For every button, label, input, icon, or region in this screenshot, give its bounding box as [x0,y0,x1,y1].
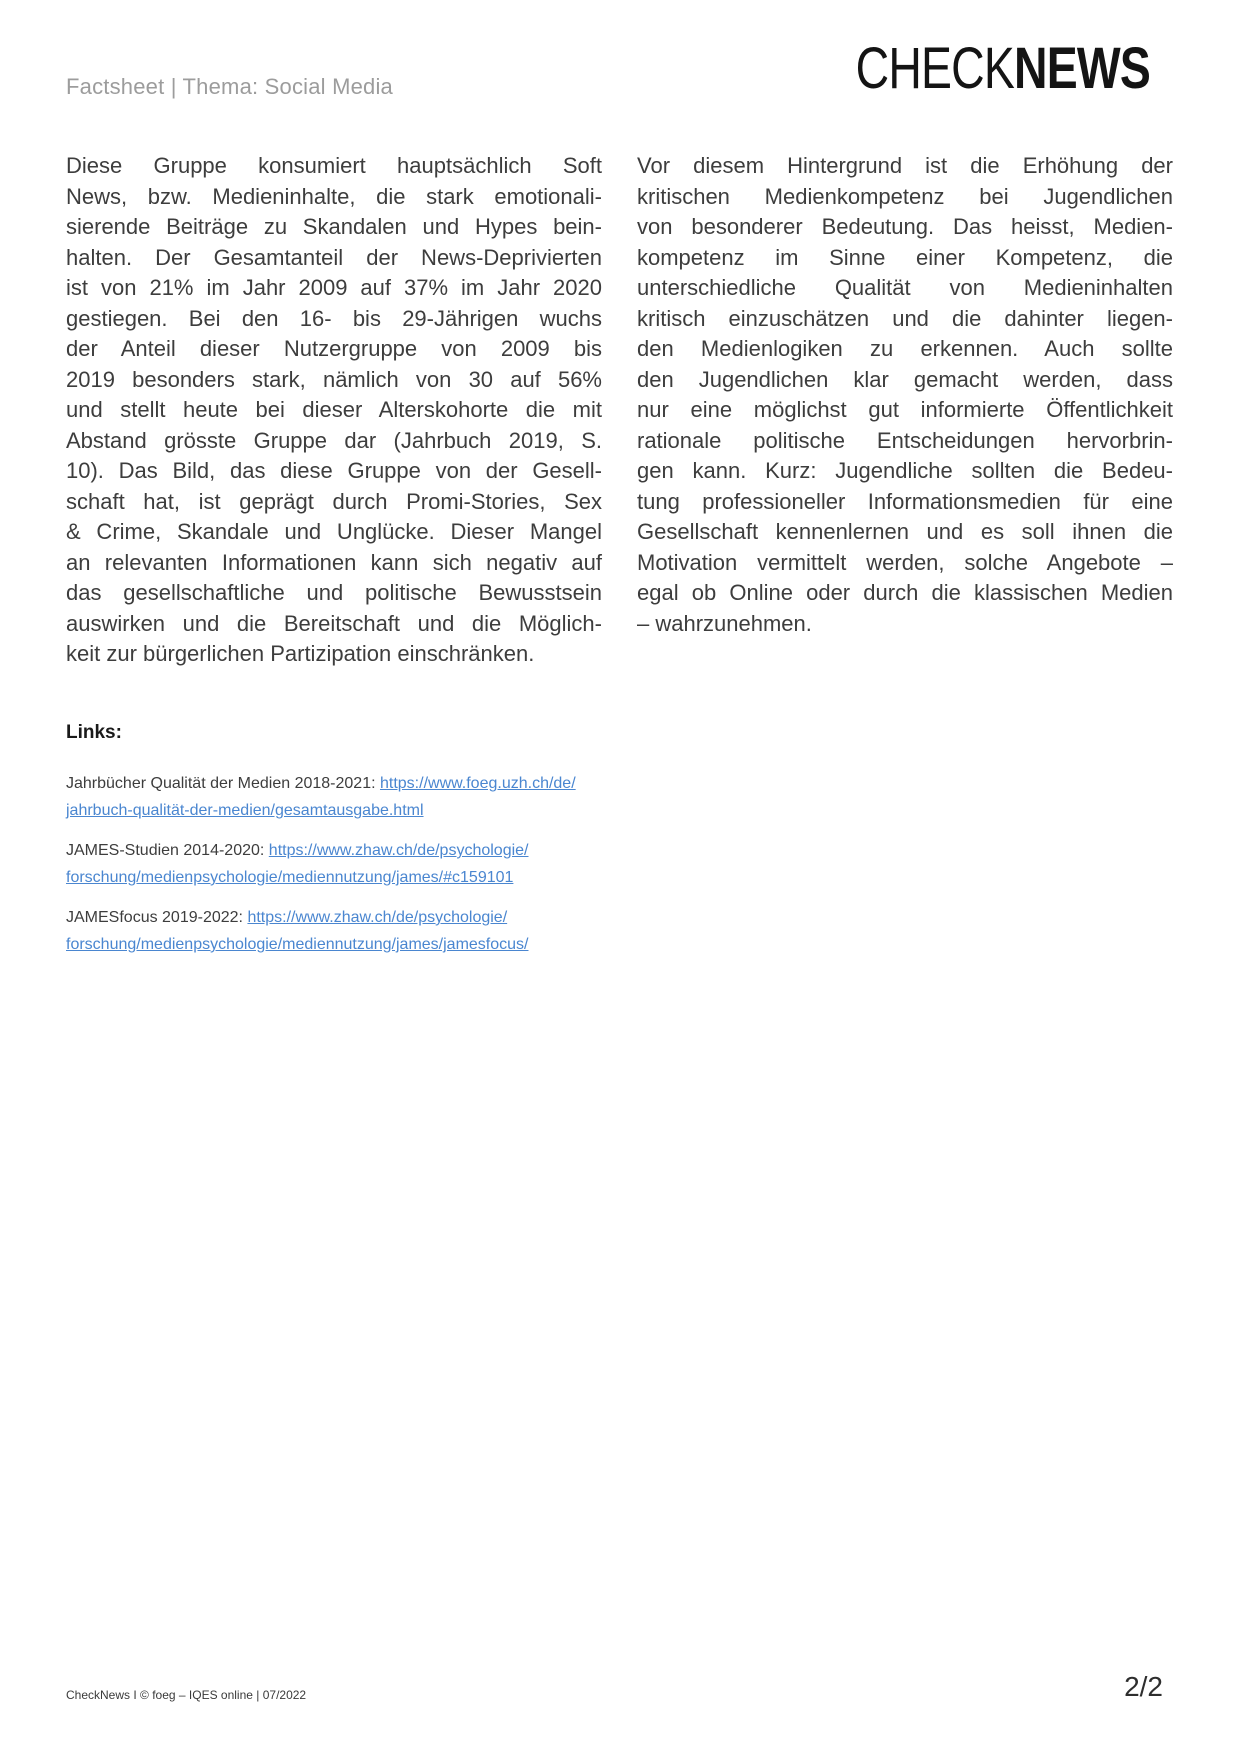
link-label: Jahrbücher Qualität der Medien 2018-2021: [66,775,380,792]
text-line: gestiegen. Bei den 16- bis 29-Jährigen wuchs [66,305,602,331]
link-label: JAMES-Studien 2014-2020: [66,842,269,859]
text-line: tung professioneller Informationsmedien für eine [637,488,1173,514]
text-line: Diese Gruppe konsumiert hauptsächlich Soft [66,153,602,178]
logo-check-text: CHECK [855,36,1014,101]
left-column-paragraph [66,151,602,670]
links-list [66,770,626,958]
links-heading: Links: [66,722,122,743]
link-url[interactable]: forschung/medienpsychologie/mediennutzung/james/#c159101 [66,869,514,886]
footer-credit: CheckNews I © foeg – IQES online | 07/2022 [66,1688,307,1702]
link-label: JAMESfocus 2019-2022: [66,909,248,926]
link-line [66,837,626,864]
link-line [66,864,626,891]
link-line [66,797,626,824]
text-line: kritisch einzuschätzen und die dahinter liegen- [637,305,1173,331]
text-line: kompetenz im Sinne einer Kompetenz, die [637,244,1173,270]
text-line: egal ob Online oder durch die klassischen Medien [637,580,1173,605]
link-item [66,904,626,958]
checknews-logo [855,36,1150,101]
right-column-paragraph [637,151,1173,670]
text-line: rationale politische Entscheidungen hervorbrin- [637,427,1173,453]
text-line: Abstand grösste Gruppe dar (Jahrbuch 2019, S. [66,427,602,453]
link-item [66,770,626,824]
text-line: unterschiedliche Qualität von Medieninhalten [637,275,1173,300]
text-line: sierende Beiträge zu Skandalen und Hypes bein- [66,214,602,239]
link-url[interactable]: jahrbuch-qualität-der-medien/gesamtausgabe.html [66,802,424,819]
text-line: Vor diesem Hintergrund ist die Erhöhung der [637,153,1173,178]
text-line: nur eine möglichst gut informierte Öffentlichkeit [637,397,1173,422]
link-url[interactable]: forschung/medienpsychologie/mediennutzung/james/jamesfocus/ [66,936,529,953]
text-line: ist von 21% im Jahr 2009 auf 37% im Jahr 2020 [66,275,602,300]
text-line: – wahrzunehmen. [637,610,812,636]
text-line: von besonderer Bedeutung. Das heisst, Medien- [637,214,1173,239]
text-line: der Anteil dieser Nutzergruppe von 2009 bis [66,336,602,361]
text-line: halten. Der Gesamtanteil der News-Deprivierten [66,244,602,270]
link-url[interactable]: https://www.zhaw.ch/de/psychologie/ [247,909,508,926]
text-line: & Crime, Skandale und Unglücke. Dieser Mangel [66,519,602,544]
text-line: Motivation vermittelt werden, solche Angebote – [637,549,1173,575]
link-url[interactable]: https://www.zhaw.ch/de/psychologie/ [268,842,529,859]
link-line [66,931,626,958]
page-title: Factsheet | Thema: Social Media [66,74,393,99]
text-line: den Jugendlichen klar gemacht werden, dass [637,366,1173,392]
link-line [66,904,626,931]
text-line: Gesellschaft kennenlernen und es soll ihnen die [637,519,1173,544]
link-item [66,837,626,891]
text-line: an relevanten Informationen kann sich negativ auf [66,549,602,575]
page-number: 2/2 [1124,1671,1163,1702]
text-line: den Medienlogiken zu erkennen. Auch sollte [637,336,1173,361]
text-line: keit zur bürgerlichen Partizipation einschränken. [66,641,535,666]
body-columns [66,151,1173,670]
text-line: 2019 besonders stark, nämlich von 30 auf 56% [66,366,602,392]
links-section [66,722,626,971]
link-line [66,770,626,797]
logo-news-text: NEWS [1013,36,1150,101]
link-url[interactable]: https://www.foeg.uzh.ch/de/ [379,775,576,792]
text-line: und stellt heute bei dieser Alterskohorte die mit [66,397,602,422]
text-line: gen kann. Kurz: Jugendliche sollten die Bedeu- [637,458,1173,483]
text-line: kritischen Medienkompetenz bei Jugendlichen [637,183,1173,209]
text-line: 10). Das Bild, das diese Gruppe von der Gesell- [66,458,602,483]
text-line: das gesellschaftliche und politische Bewusstsein [66,580,602,605]
text-line: auswirken und die Bereitschaft und die Möglich- [66,610,602,636]
text-line: News, bzw. Medieninhalte, die stark emotionali- [66,183,602,209]
text-line: schaft hat, ist geprägt durch Promi-Stories, Sex [66,488,602,514]
